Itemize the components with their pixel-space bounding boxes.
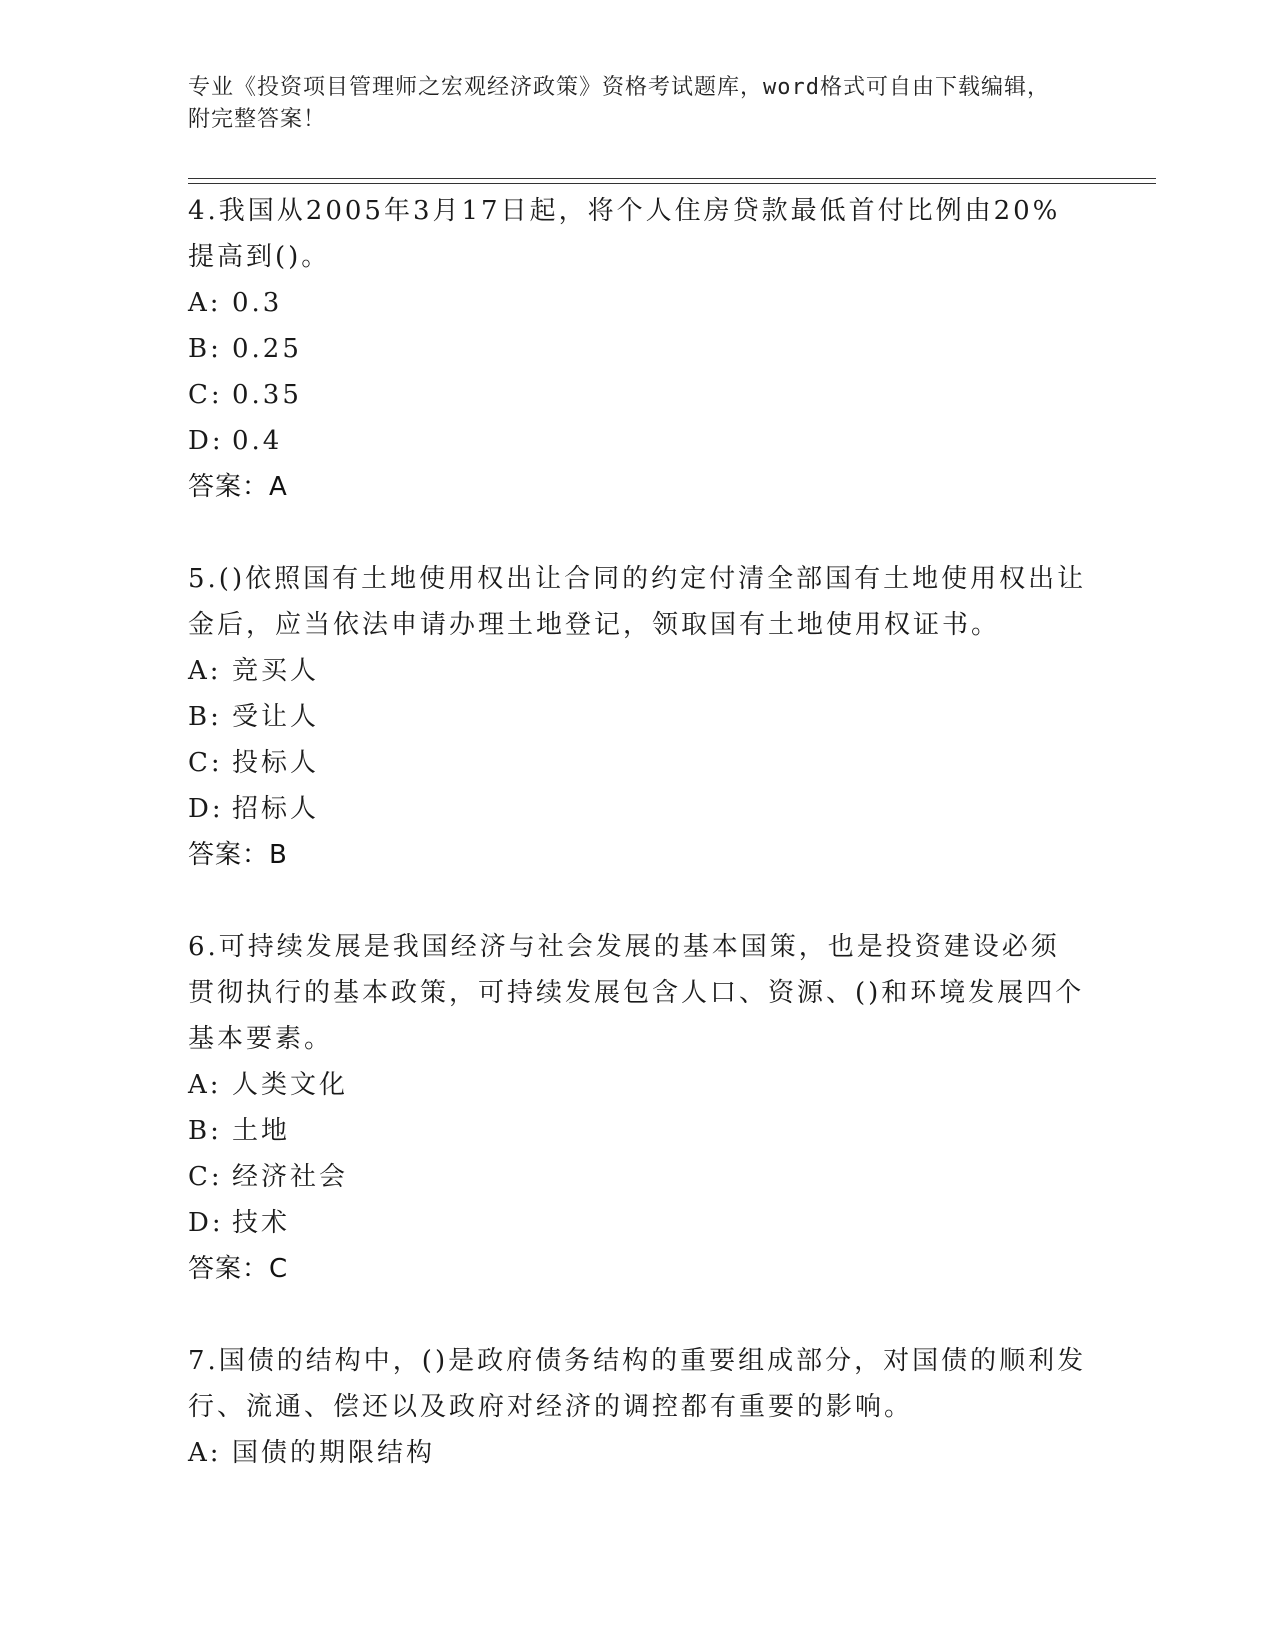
question-stem: 4.我国从2005年3月17日起，将个人住房贷款最低首付比例由20%提高到()。 (188, 196, 1061, 272)
answer-line: 答案：B (188, 840, 288, 870)
option-a (188, 1430, 1088, 1476)
question-stem: 6.可持续发展是我国经济与社会发展的基本国策，也是投资建设必须贯彻执行的基本政策，可持续发展包含人口、资源、()和环境发展四个基本要素。 (188, 932, 1085, 1054)
document-header: 专业《投资项目管理师之宏观经济政策》资格考试题库，word格式可自由下载编辑，附完整答案！ (188, 75, 1050, 132)
option-key: A: (188, 656, 222, 686)
option-key: D: (188, 1208, 224, 1238)
option-text: 技术 (232, 1208, 291, 1238)
question-list (188, 188, 1088, 1522)
option-c (188, 1154, 1088, 1200)
option-text: 国债的期限结构 (232, 1438, 436, 1468)
question-stem: 7.国债的结构中，()是政府债务结构的重要组成部分，对国债的顺利发行、流通、偿还以及政府对经济的调控都有重要的影响。 (188, 1346, 1087, 1422)
option-text: 0.25 (232, 334, 302, 364)
option-key: B: (188, 334, 222, 364)
question-item (188, 556, 1088, 878)
option-c (188, 740, 1088, 786)
option-c (188, 372, 1088, 418)
option-a (188, 280, 1088, 326)
option-a (188, 1062, 1088, 1108)
option-b (188, 326, 1088, 372)
option-text: 0.35 (232, 380, 302, 410)
option-text: 投标人 (232, 748, 320, 778)
option-a (188, 648, 1088, 694)
option-text: 招标人 (232, 794, 320, 824)
option-key: D: (188, 794, 224, 824)
option-key: A: (188, 1070, 222, 1100)
option-d (188, 786, 1088, 832)
option-key: A: (188, 288, 222, 318)
option-text: 经济社会 (232, 1162, 349, 1192)
option-key: B: (188, 702, 222, 732)
option-key: D: (188, 426, 224, 456)
option-text: 竞买人 (232, 656, 320, 686)
option-text: 0.4 (232, 426, 283, 456)
option-key: C: (188, 748, 223, 778)
option-text: 土地 (232, 1116, 291, 1146)
option-d (188, 418, 1088, 464)
header-divider (188, 178, 1156, 184)
option-text: 受让人 (232, 702, 320, 732)
option-b (188, 694, 1088, 740)
answer-line: 答案：C (188, 1254, 289, 1284)
answer-line: 答案：A (188, 472, 288, 502)
question-stem: 5.()依照国有土地使用权出让合同的约定付清全部国有土地使用权出让金后，应当依法申请办理土地登记，领取国有土地使用权证书。 (188, 564, 1087, 640)
question-item (188, 924, 1088, 1292)
option-key: C: (188, 380, 223, 410)
option-text: 0.3 (232, 288, 283, 318)
option-text: 人类文化 (232, 1070, 349, 1100)
option-d (188, 1200, 1088, 1246)
question-item (188, 188, 1088, 510)
option-key: A: (188, 1438, 222, 1468)
option-key: B: (188, 1116, 222, 1146)
option-b (188, 1108, 1088, 1154)
question-item (188, 1338, 1088, 1476)
option-key: C: (188, 1162, 223, 1192)
